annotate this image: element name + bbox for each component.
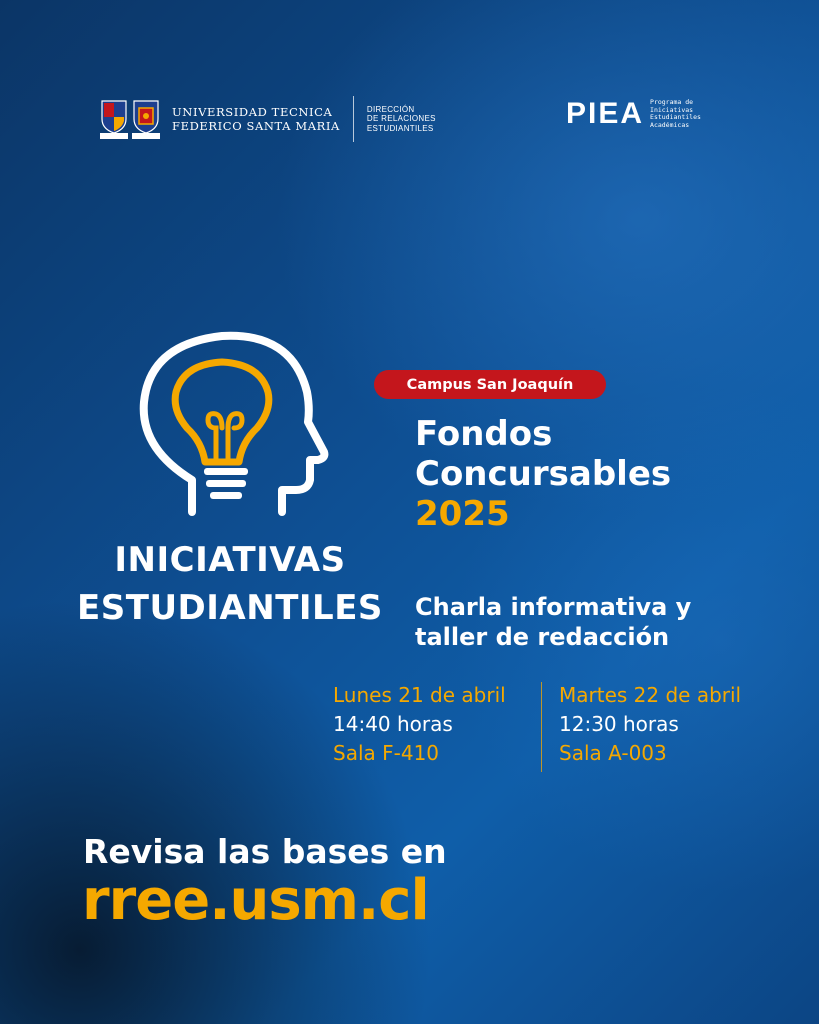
event-title-line1: Fondos bbox=[415, 414, 553, 454]
event-title-line2: Concursables bbox=[415, 454, 672, 494]
event-subtitle-line2: taller de redacción bbox=[415, 623, 670, 651]
schedule-time: 12:30 horas bbox=[559, 712, 679, 736]
dre-line2: DE RELACIONES bbox=[366, 114, 436, 124]
crest-left-icon bbox=[100, 99, 128, 139]
event-subtitle-line1: Charla informativa y bbox=[415, 593, 692, 621]
university-crests bbox=[100, 99, 160, 139]
schedule-time: 14:40 horas bbox=[333, 712, 453, 736]
piea-brand bbox=[566, 97, 701, 131]
event-year: 2025 bbox=[415, 494, 510, 534]
piea-logo: PIEA bbox=[566, 97, 645, 130]
piea-desc-line1: Programa de bbox=[650, 98, 694, 106]
cta-url-link[interactable]: rree.usm.cl bbox=[82, 868, 429, 933]
header bbox=[100, 94, 436, 144]
campus-badge: Campus San Joaquín bbox=[374, 370, 606, 399]
event-title bbox=[415, 414, 671, 534]
piea-description bbox=[650, 99, 701, 129]
piea-desc-line2: Iniciativas bbox=[650, 105, 694, 114]
schedule-day: Martes 22 de abril bbox=[559, 683, 742, 707]
schedule-monday bbox=[333, 681, 506, 768]
dre-line3: ESTUDIANTILES bbox=[366, 123, 434, 133]
schedule-room: Sala F-410 bbox=[333, 741, 440, 765]
piea-desc-line3: Estudiantiles bbox=[650, 113, 701, 121]
schedule-day: Lunes 21 de abril bbox=[333, 683, 506, 707]
header-divider bbox=[353, 96, 354, 142]
cta-text: Revisa las bases en bbox=[83, 832, 447, 871]
brand-line1: INICIATIVAS bbox=[114, 540, 346, 580]
university-name bbox=[172, 105, 340, 133]
schedule-divider bbox=[541, 682, 542, 772]
dre-line1: DIRECCIÓN bbox=[366, 104, 415, 114]
brand-line2: ESTUDIANTILES bbox=[77, 588, 383, 628]
schedule-room: Sala A-003 bbox=[559, 741, 667, 765]
crest-right-icon bbox=[132, 99, 160, 139]
dre-label bbox=[367, 105, 436, 134]
schedule-tuesday bbox=[559, 681, 741, 768]
university-name-line1: UNIVERSIDAD TECNICA bbox=[172, 105, 333, 119]
event-subtitle bbox=[415, 592, 691, 652]
university-name-line2: FEDERICO SANTA MARIA bbox=[172, 119, 340, 133]
piea-desc-line4: Académicas bbox=[650, 120, 690, 129]
head-lightbulb-icon bbox=[132, 330, 332, 524]
